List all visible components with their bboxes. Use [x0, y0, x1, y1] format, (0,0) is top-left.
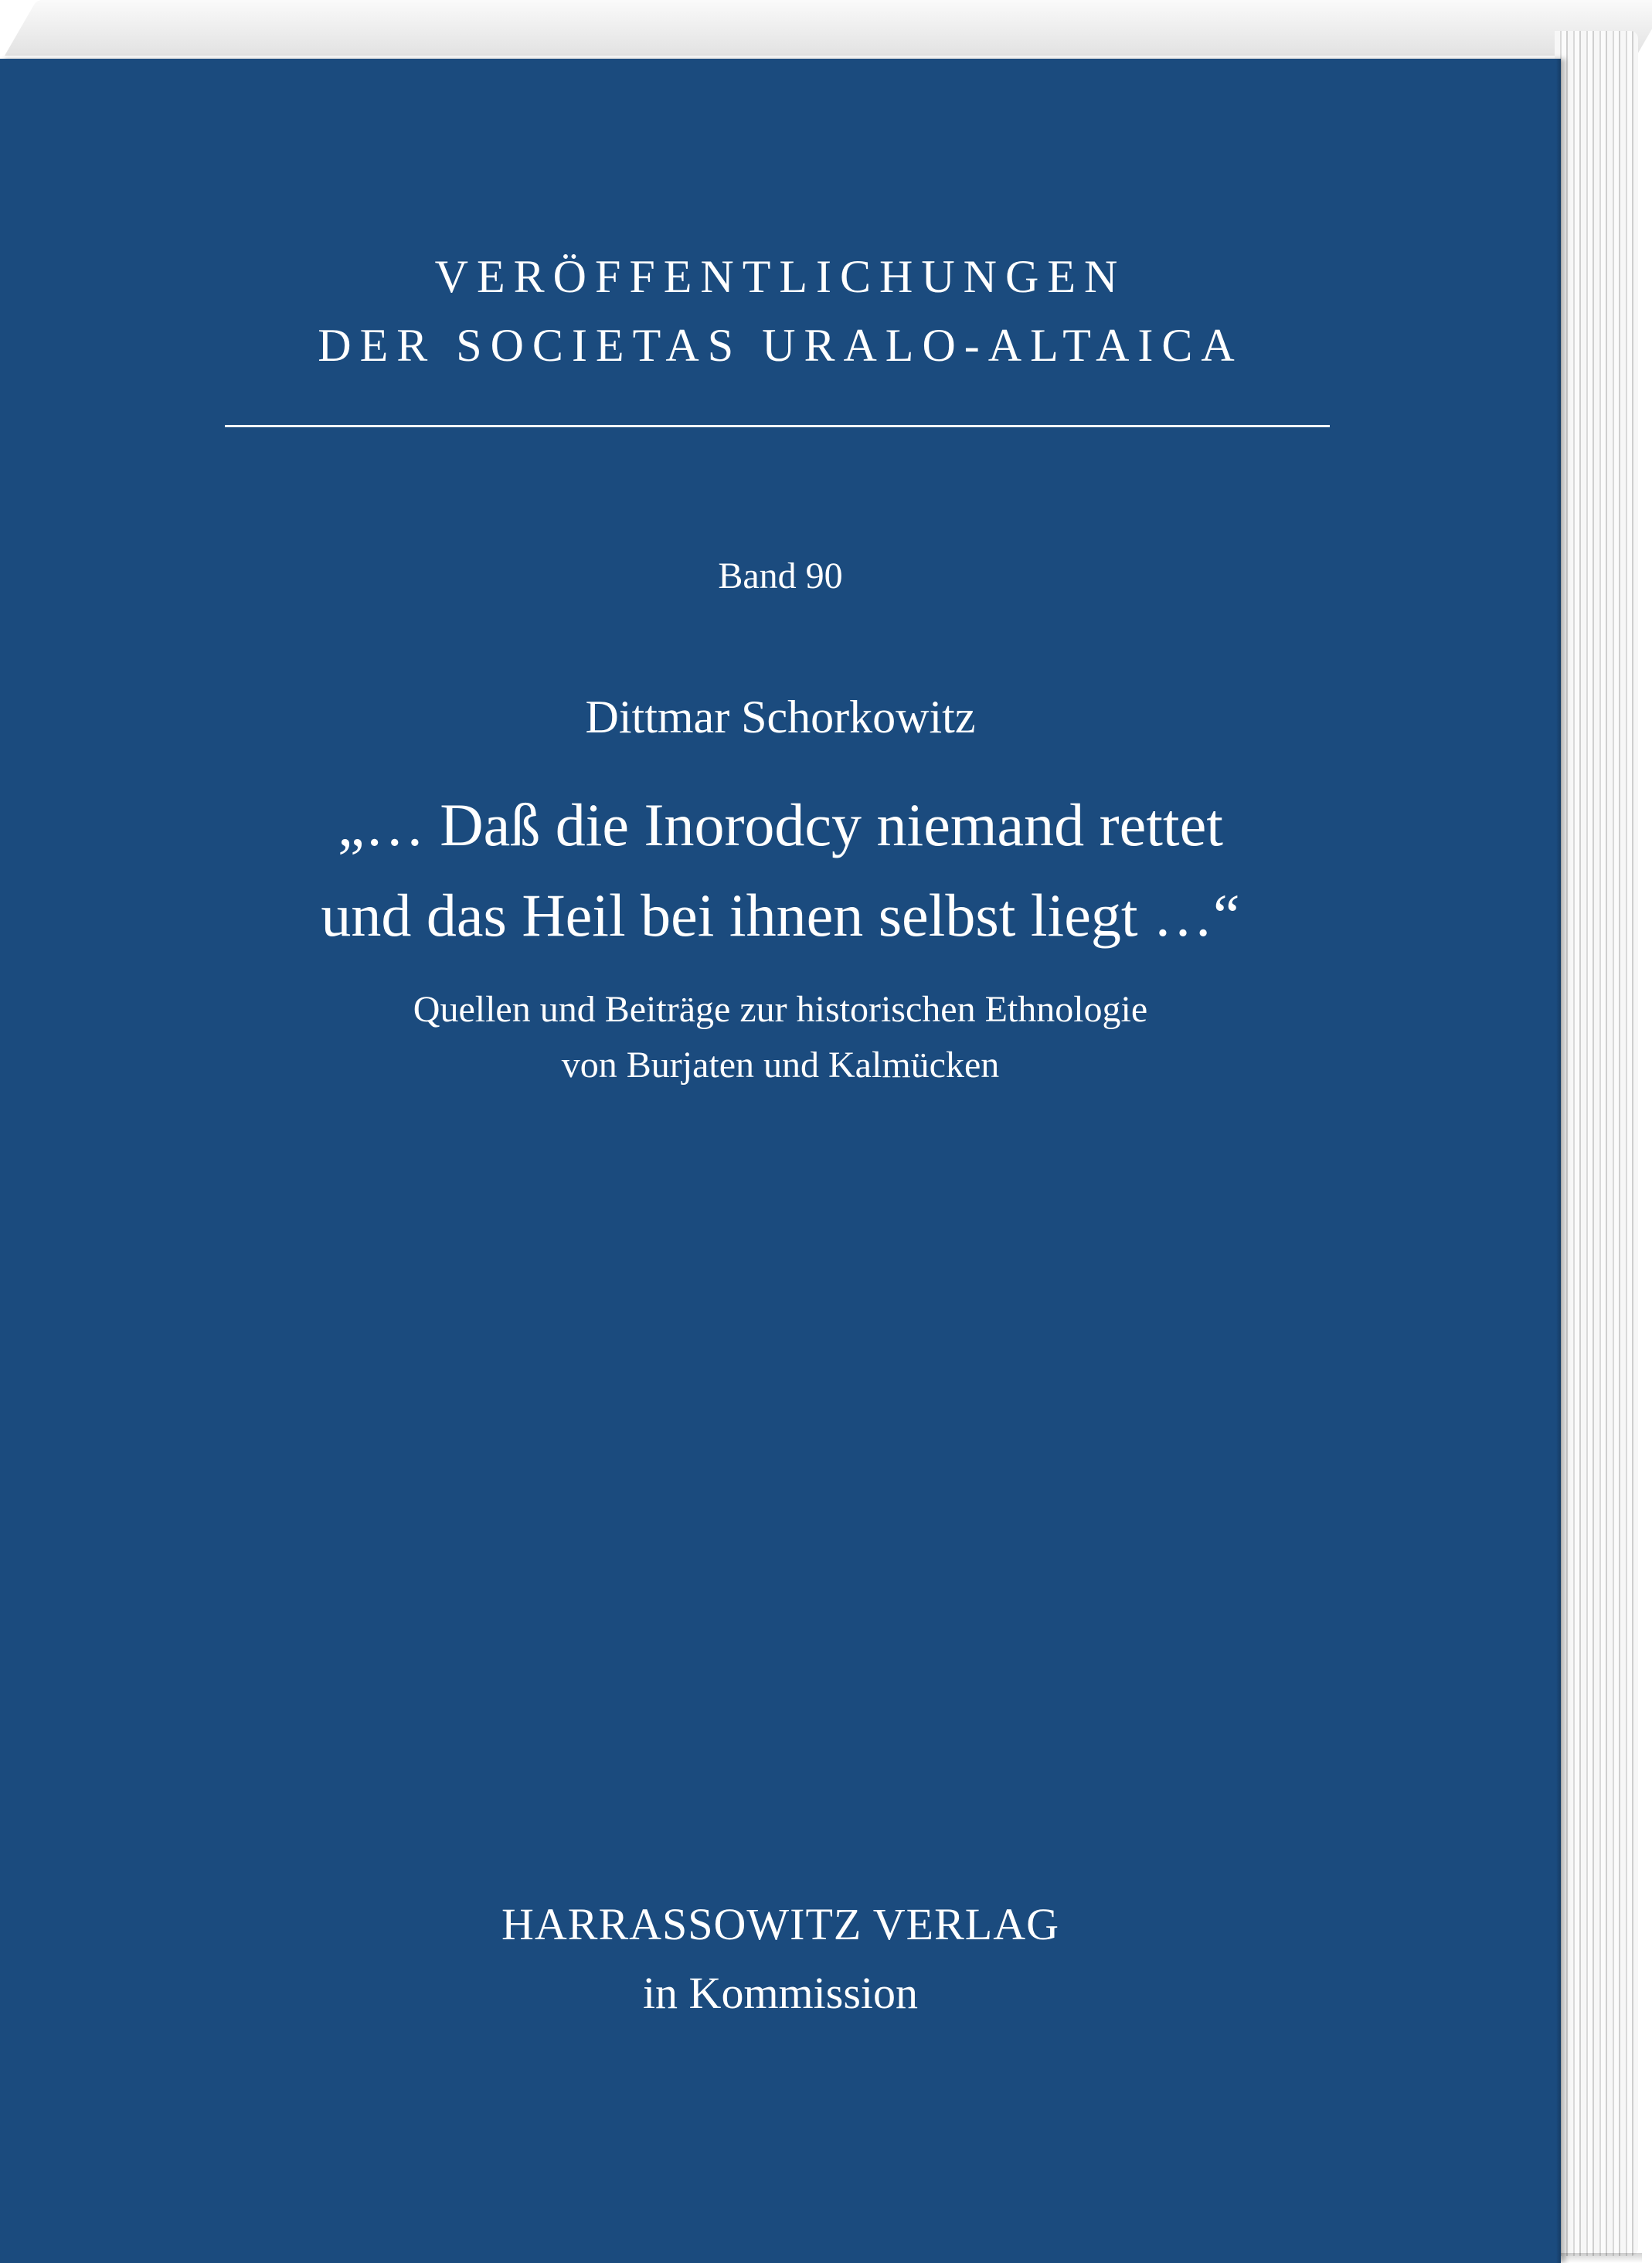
page-block-edge — [1555, 31, 1638, 2256]
divider-rule — [225, 425, 1330, 427]
subtitle-line1: Quellen und Beiträge zur historischen Ethnologie — [413, 989, 1148, 1030]
publisher-name: HARRASSOWITZ VERLAG — [501, 1899, 1059, 1949]
book-cover — [0, 59, 1561, 2263]
book-title-line2: und das Heil bei ihnen selbst liegt …“ — [321, 882, 1240, 949]
author-name: Dittmar Schorkowitz — [585, 691, 976, 742]
publisher-note: in Kommission — [642, 1968, 919, 2018]
subtitle-line2: von Burjaten und Kalmücken — [561, 1045, 1000, 1086]
series-title-line2: DER SOCIETAS URALO-ALTAICA — [318, 320, 1243, 371]
volume-number: Band 90 — [718, 556, 843, 596]
book-title-line1: „… Daß die Inorodcy niemand rettet — [338, 791, 1223, 858]
page-block-top — [5, 0, 1652, 56]
series-title-line1: VERÖFFENTLICHUNGEN — [434, 251, 1127, 302]
